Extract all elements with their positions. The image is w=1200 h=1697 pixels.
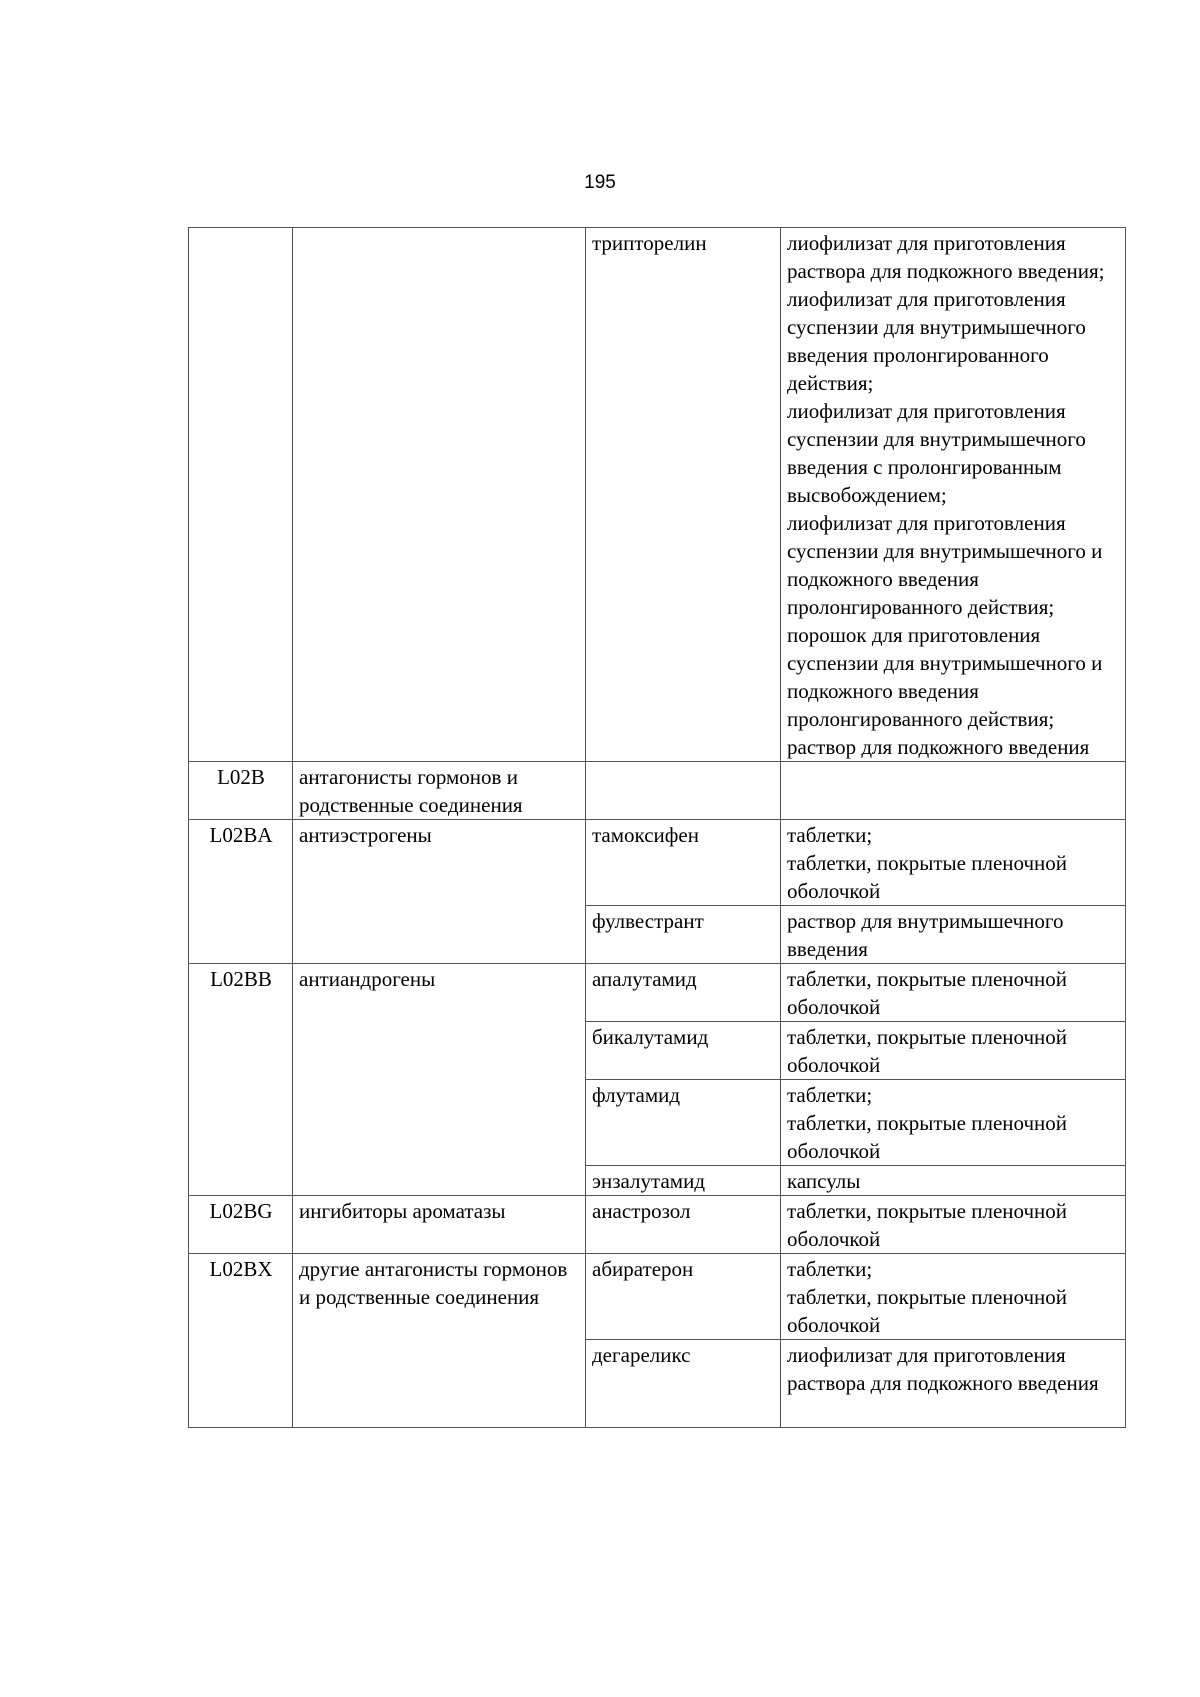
drug-name-cell: флутамид — [586, 1080, 781, 1166]
drug-name-cell: бикалутамид — [586, 1022, 781, 1080]
dosage-form-text: таблетки; — [787, 1083, 873, 1107]
dosage-forms-cell — [781, 964, 1126, 1022]
dosage-form-text: таблетки; — [787, 823, 873, 847]
dosage-form-text: таблетки, покрытые пленочной оболочкой — [787, 967, 1073, 1019]
dosage-form-text: раствор для внутримышечного введения — [787, 909, 1069, 961]
dosage-forms-cell — [781, 1196, 1126, 1254]
table-row — [189, 1254, 1126, 1340]
dosage-form-text: раствор для подкожного введения — [787, 735, 1090, 759]
dosage-form-text: таблетки, покрытые пленочной оболочкой — [787, 1199, 1073, 1251]
drug-name-cell: трипторелин — [586, 228, 781, 762]
dosage-forms-cell — [781, 228, 1126, 762]
dosage-forms-cell — [781, 1080, 1126, 1166]
dosage-form-text: таблетки, покрытые пленочной оболочкой — [787, 851, 1073, 903]
dosage-forms-cell — [781, 1340, 1126, 1428]
dosage-form-text: лиофилизат для приготовления раствора для подкожного введения — [787, 1343, 1099, 1395]
table-row — [189, 964, 1126, 1022]
atc-code-cell: L02BB — [189, 964, 293, 1196]
anatomical-therapeutic-group-cell: ингибиторы ароматазы — [293, 1196, 586, 1254]
table-row — [189, 1196, 1126, 1254]
anatomical-therapeutic-group-cell: антиандрогены — [293, 964, 586, 1196]
drug-name-cell: апалутамид — [586, 964, 781, 1022]
dosage-forms-cell — [781, 762, 1126, 820]
dosage-form-text: лиофилизат для приготовления суспензии для внутримышечного и подкожного введения пролонгированного действия; — [787, 511, 1108, 619]
dosage-form-text: капсулы — [787, 1169, 861, 1193]
dosage-form-text: лиофилизат для приготовления суспензии для внутримышечного введения с пролонгированным высвобождением; — [787, 399, 1092, 507]
atc-code-cell: L02BA — [189, 820, 293, 964]
dosage-form-text: таблетки; — [787, 1257, 873, 1281]
dosage-forms-cell — [781, 906, 1126, 964]
drug-table — [188, 227, 1126, 1428]
dosage-form-text: таблетки, покрытые пленочной оболочкой — [787, 1285, 1073, 1337]
dosage-forms-cell — [781, 1166, 1126, 1196]
drug-name-cell: фулвестрант — [586, 906, 781, 964]
dosage-forms-cell — [781, 1022, 1126, 1080]
page-number: 195 — [584, 172, 616, 193]
anatomical-therapeutic-group-cell: антагонисты гормонов и родственные соединения — [293, 762, 586, 820]
drug-name-cell — [586, 762, 781, 820]
atc-code-cell: L02BG — [189, 1196, 293, 1254]
table-row — [189, 762, 1126, 820]
drug-name-cell: абиратерон — [586, 1254, 781, 1340]
anatomical-therapeutic-group-cell: другие антагонисты гормонов и родственные соединения — [293, 1254, 586, 1428]
dosage-form-text: лиофилизат для приготовления суспензии для внутримышечного введения пролонгированного действия; — [787, 287, 1092, 395]
anatomical-therapeutic-group-cell — [293, 228, 586, 762]
atc-code-cell: L02BX — [189, 1254, 293, 1428]
dosage-form-text: таблетки, покрытые пленочной оболочкой — [787, 1025, 1073, 1077]
dosage-form-text: лиофилизат для приготовления раствора для подкожного введения; — [787, 231, 1105, 283]
dosage-form-text: порошок для приготовления суспензии для внутримышечного и подкожного введения пролонгированного действия; — [787, 623, 1108, 731]
drug-name-cell: анастрозол — [586, 1196, 781, 1254]
dosage-form-text: таблетки, покрытые пленочной оболочкой — [787, 1111, 1073, 1163]
drug-name-cell: дегареликс — [586, 1340, 781, 1428]
drug-name-cell: энзалутамид — [586, 1166, 781, 1196]
drug-name-cell: тамоксифен — [586, 820, 781, 906]
table-row — [189, 820, 1126, 906]
table-row — [189, 228, 1126, 762]
anatomical-therapeutic-group-cell: антиэстрогены — [293, 820, 586, 964]
dosage-forms-cell — [781, 820, 1126, 906]
atc-code-cell — [189, 228, 293, 762]
atc-code-cell: L02B — [189, 762, 293, 820]
dosage-forms-cell — [781, 1254, 1126, 1340]
table-body — [189, 228, 1126, 1428]
